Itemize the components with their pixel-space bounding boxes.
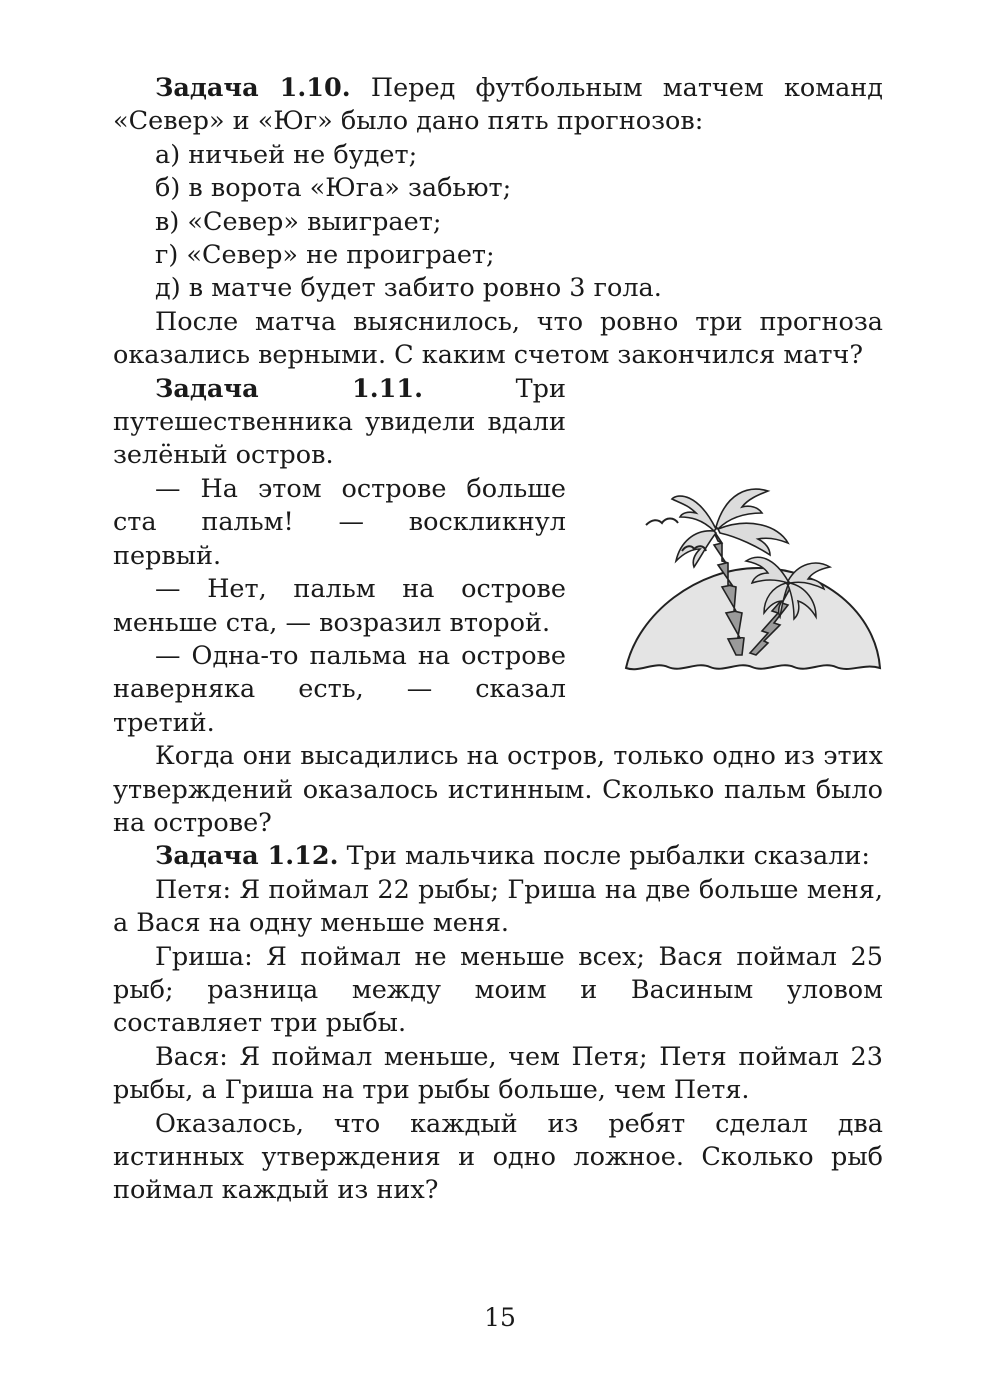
task-1-11-text: Три путешественника увидели вдали зелёный остров. — [113, 373, 567, 471]
big-palm-leaf-4 — [676, 530, 716, 566]
task-1-12-intro — [113, 840, 883, 873]
big-palm-leaf-3 — [718, 523, 788, 555]
task-1-11-question: Когда они высадились на остров, только одно из этих утверждений оказалось истинным. Сколько пальм было на острове? — [113, 741, 883, 838]
traveller-3-line: — Одна-то пальма на острове наверняка есть, — сказал третий. — [113, 640, 566, 738]
task-1-10-text: Перед футбольным матчем команд «Север» и «Юг» было дано пять прогнозов: — [113, 73, 883, 137]
task-1-10-intro — [113, 72, 883, 139]
island-palm-illustration — [618, 433, 886, 688]
task-1-11-text-column — [113, 373, 566, 740]
traveller-1-line: — На этом острове больше ста пальм! — воскликнул первый. — [113, 473, 566, 571]
task-1-11-block — [113, 373, 883, 740]
task-1-11-intro — [113, 373, 566, 473]
task-1-10-question: После матча выяснилось, что ровно три прогноза оказались верными. С каким счетом закончился матч? — [113, 306, 883, 371]
petya-statement: Петя: Я поймал 22 рыбы; Гриша на две больше меня, а Вася на одну меньше меня. — [113, 874, 883, 939]
forecast-d: г) «Север» не проиграет; — [155, 240, 495, 271]
big-palm-leaf-1 — [672, 496, 716, 531]
task-1-12-text: Три мальчика после рыбалки сказали: — [338, 841, 870, 872]
forecast-b: б) в ворота «Юга» забьют; — [155, 173, 512, 204]
page-content — [113, 72, 883, 1208]
task-1-12-question: Оказалось, что каждый из ребят сделал два истинных утверждения и одно ложное. Сколько рыб поймал каждый из них? — [113, 1108, 883, 1206]
task-1-12-label: Задача 1.12. — [155, 841, 339, 872]
vasya-statement: Вася: Я поймал меньше, чем Петя; Петя поймал 23 рыбы, а Гриша на три рыбы больше, чем Петя. — [113, 1041, 883, 1106]
page-number: 15 — [484, 1303, 516, 1332]
grisha-statement: Гриша: Я поймал не меньше всех; Вася поймал 25 рыб; разница между моим и Васиным уловом составляет три рыбы. — [113, 941, 883, 1039]
traveller-2-line: — Нет, пальм на острове меньше ста, — возразил второй. — [113, 574, 566, 638]
forecast-c: в) «Север» выиграет; — [155, 206, 442, 237]
task-1-10-label: Задача 1.10. — [155, 73, 351, 103]
forecast-a: а) ничьей не будет; — [155, 139, 418, 170]
task-1-11-label: Задача 1.11. — [155, 373, 424, 404]
forecast-e: д) в матче будет забито ровно 3 гола. — [155, 273, 662, 304]
bird-1 — [646, 518, 678, 525]
